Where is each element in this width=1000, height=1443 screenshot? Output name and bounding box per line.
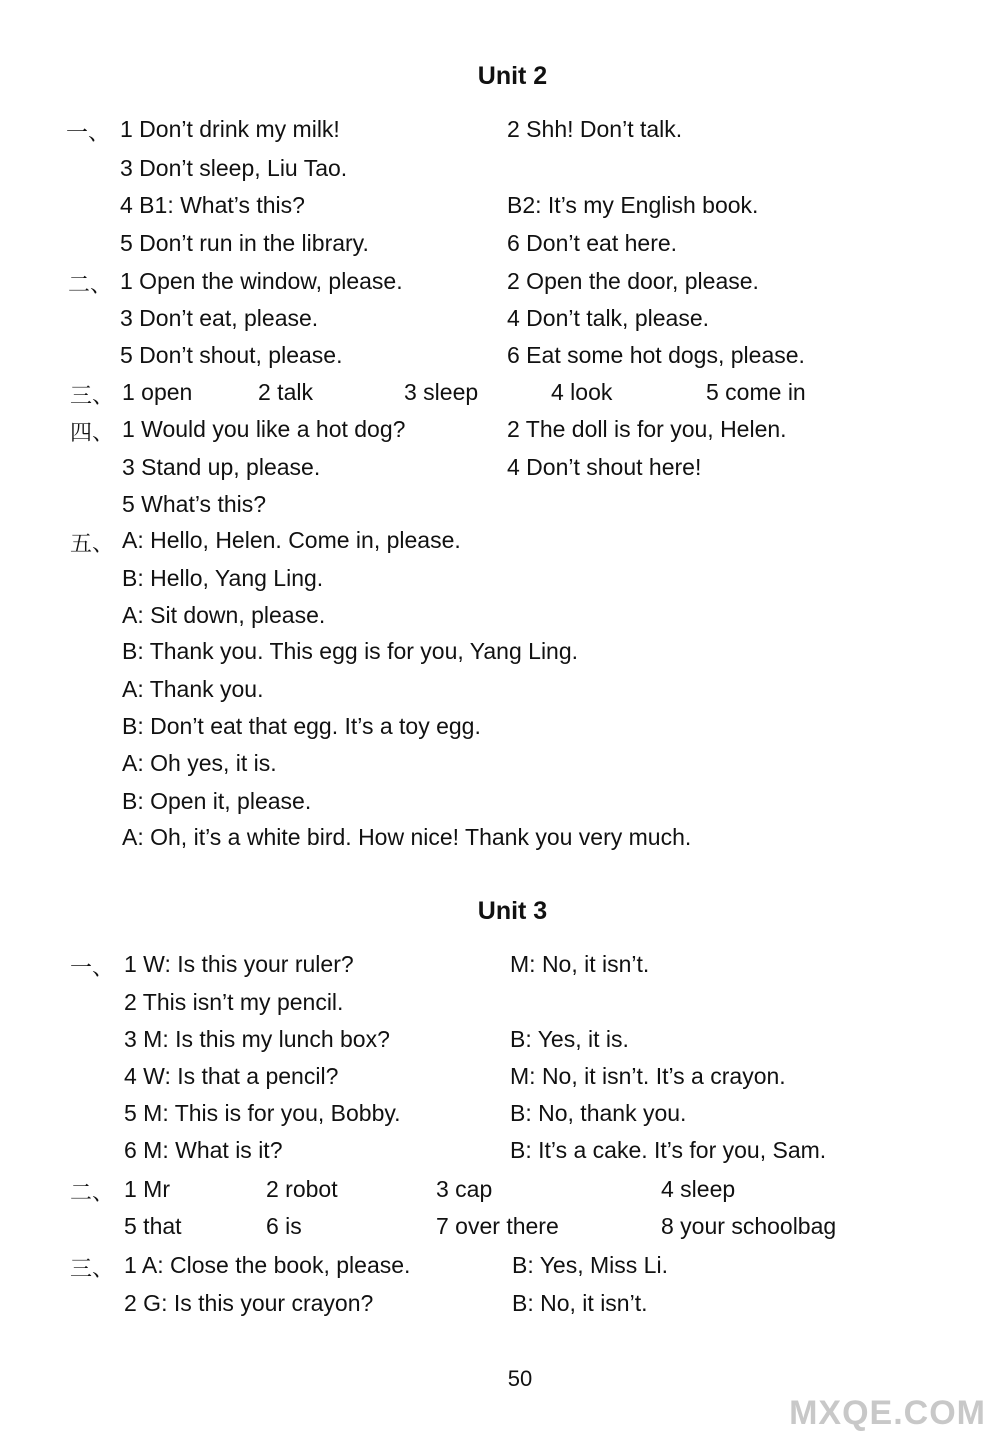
answer-item: 6 is <box>266 1213 302 1239</box>
answer-left: 1 Would you like a hot dog? <box>122 416 406 442</box>
answer-item: 5 that <box>124 1213 182 1239</box>
answer-left: 5 Don’t shout, please. <box>120 342 343 368</box>
answer-item: 1 open <box>122 379 193 405</box>
u2-s2-row <box>0 305 1000 341</box>
answer-left: 5 M: This is for you, Bobby. <box>124 1100 401 1126</box>
answer-right: B: Yes, Miss Li. <box>512 1252 668 1278</box>
u3-s3-row <box>0 1290 1000 1326</box>
dialogue-line <box>0 713 1000 749</box>
dialogue-text: B: Thank you. This egg is for you, Yang Ling. <box>122 638 579 664</box>
section-label: 三、 <box>70 384 115 409</box>
u2-s4-row <box>0 416 1000 452</box>
answer-left: 3 Stand up, please. <box>122 454 321 480</box>
answer-item: 5 come in <box>706 379 806 405</box>
answer-left: 3 Don’t eat, please. <box>120 305 319 331</box>
answer-item: 4 sleep <box>661 1176 736 1202</box>
page-number: 50 <box>507 1366 533 1391</box>
u3-s1-row <box>0 1026 1000 1062</box>
section-label: 二、 <box>70 1181 115 1206</box>
answer-item: 2 talk <box>258 379 313 405</box>
u3-s2-row <box>0 1176 1000 1212</box>
answer-left: 2 This isn’t my pencil. <box>124 989 344 1015</box>
u2-s3-row <box>0 379 1000 415</box>
answer-item: 3 sleep <box>404 379 479 405</box>
dialogue-line <box>0 602 1000 638</box>
answer-right: B: No, it isn’t. <box>512 1290 648 1316</box>
dialogue-text: A: Thank you. <box>122 676 264 702</box>
dialogue-text: A: Oh yes, it is. <box>122 750 277 776</box>
answer-right: 4 Don’t talk, please. <box>507 305 710 331</box>
dialogue-line <box>0 824 1000 860</box>
answer-left: 5 Don’t run in the library. <box>120 230 369 256</box>
dialogue-text: A: Oh, it’s a white bird. How nice! Thank you very much. <box>122 824 692 850</box>
answer-right: B: Yes, it is. <box>510 1026 629 1052</box>
answer-left: 3 M: Is this my lunch box? <box>124 1026 390 1052</box>
answer-left: 6 M: What is it? <box>124 1137 283 1163</box>
u2-s4-row <box>0 454 1000 490</box>
answer-right: 6 Don’t eat here. <box>507 230 678 256</box>
u2-s1-row <box>0 230 1000 266</box>
answer-item: 7 over there <box>436 1213 559 1239</box>
section-label: 四、 <box>70 421 115 446</box>
unit-2-title: Unit 2 <box>477 62 548 90</box>
answer-left: 2 G: Is this your crayon? <box>124 1290 374 1316</box>
u3-s1-row <box>0 1063 1000 1099</box>
u2-s2-row <box>0 342 1000 378</box>
dialogue-text: B: Open it, please. <box>122 788 312 814</box>
section-label: 五、 <box>70 532 115 557</box>
section-label: 二、 <box>68 273 113 298</box>
answer-item: 2 robot <box>266 1176 338 1202</box>
answer-right: B: It’s a cake. It’s for you, Sam. <box>510 1137 827 1163</box>
answer-left: 5 What’s this? <box>122 491 267 517</box>
answer-right: 6 Eat some hot dogs, please. <box>507 342 805 368</box>
dialogue-line <box>0 565 1000 601</box>
dialogue-line <box>0 676 1000 712</box>
dialogue-text: B: Don’t eat that egg. It’s a toy egg. <box>122 713 481 739</box>
u3-s1-row <box>0 951 1000 987</box>
dialogue-line <box>0 527 1000 563</box>
u3-s2-row <box>0 1213 1000 1249</box>
answer-right: M: No, it isn’t. <box>510 951 650 977</box>
dialogue-text: A: Hello, Helen. Come in, please. <box>122 527 461 553</box>
answer-left: 1 A: Close the book, please. <box>124 1252 411 1278</box>
answer-right: 2 The doll is for you, Helen. <box>507 416 787 442</box>
dialogue-line <box>0 750 1000 786</box>
answer-left: 4 W: Is that a pencil? <box>124 1063 339 1089</box>
answer-item: 1 Mr <box>124 1176 170 1202</box>
watermark: MXQE.COM <box>789 1394 986 1432</box>
answer-item: 4 look <box>551 379 613 405</box>
answer-left: 3 Don’t sleep, Liu Tao. <box>120 155 348 181</box>
u2-s1-row <box>0 155 1000 191</box>
section-label: 一、 <box>66 121 111 146</box>
answer-right: B2: It’s my English book. <box>507 192 759 218</box>
answer-right: 4 Don’t shout here! <box>507 454 702 480</box>
answer-right: M: No, it isn’t. It’s a crayon. <box>510 1063 786 1089</box>
u3-s1-row <box>0 989 1000 1025</box>
dialogue-line <box>0 638 1000 674</box>
answer-left: 4 B1: What’s this? <box>120 192 305 218</box>
u2-s2-row <box>0 268 1000 304</box>
dialogue-line <box>0 788 1000 824</box>
answer-right: 2 Shh! Don’t talk. <box>507 116 683 142</box>
u2-s1-row <box>0 192 1000 228</box>
section-label: 三、 <box>70 1257 115 1282</box>
dialogue-text: B: Hello, Yang Ling. <box>122 565 324 591</box>
u3-s3-row <box>0 1252 1000 1288</box>
u3-s1-row <box>0 1137 1000 1173</box>
u2-s4-row <box>0 491 1000 527</box>
answer-left: 1 Open the window, please. <box>120 268 403 294</box>
section-label: 一、 <box>70 956 115 981</box>
dialogue-text: A: Sit down, please. <box>122 602 326 628</box>
u2-s1-row <box>0 116 1000 152</box>
u3-s1-row <box>0 1100 1000 1136</box>
answer-left: 1 W: Is this your ruler? <box>124 951 354 977</box>
answer-left: 1 Don’t drink my milk! <box>120 116 340 142</box>
answer-right: 2 Open the door, please. <box>507 268 759 294</box>
answer-right: B: No, thank you. <box>510 1100 687 1126</box>
unit-3-title: Unit 3 <box>477 897 548 925</box>
answer-item: 8 your schoolbag <box>661 1213 837 1239</box>
answer-item: 3 cap <box>436 1176 493 1202</box>
